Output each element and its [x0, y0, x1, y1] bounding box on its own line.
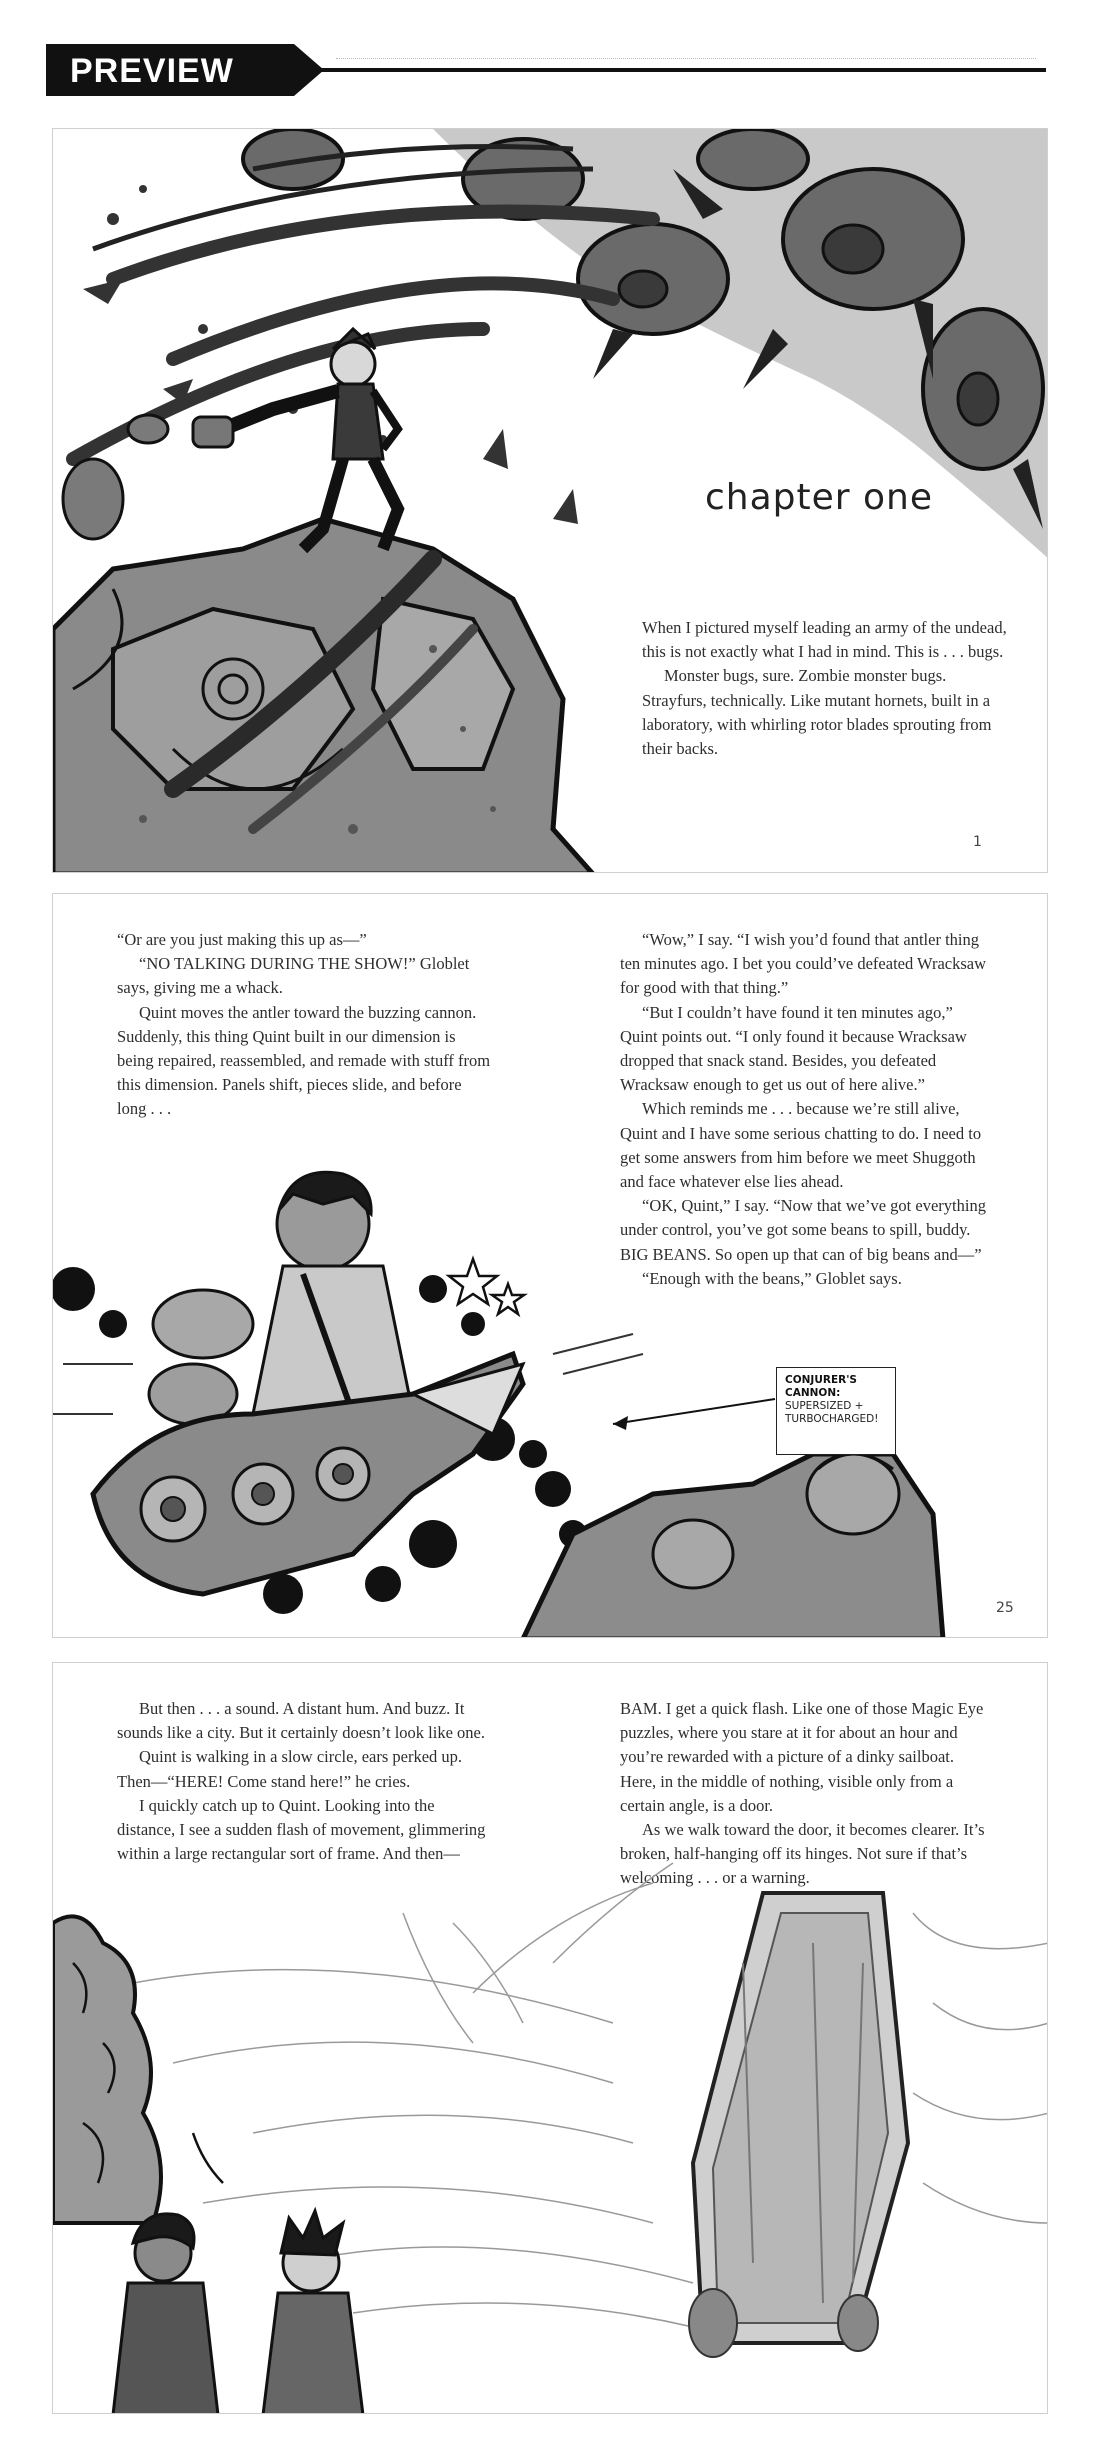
page-1-text — [642, 616, 1014, 761]
paragraph: Monster bugs, sure. Zombie monster bugs. Strayfurs, technically. Like mutant hornets, built in a laboratory, with whirling rotor blades sprouting from their backs. — [642, 666, 992, 759]
paragraph: “But I couldn’t have found it ten minutes ago,” Quint points out. “I only found it because Wracksaw dropped that snack stand. Besides, you defeated Wracksaw enough to get us out of here alive.” — [620, 1002, 967, 1095]
cannon-illustration — [53, 894, 1048, 1638]
banner-rule — [296, 68, 1046, 72]
banner-watermark-line — [336, 58, 1036, 66]
paragraph: Quint is walking in a slow circle, ears perked up. Then—“HERE! Come stand here!” he cries. — [117, 1747, 463, 1791]
preview-label: PREVIEW — [70, 52, 234, 90]
paragraph: Which reminds me . . . because we’re still alive, Quint and I have some serious chatting to do. I need to get some answers from him before we meet Shuggoth and face whatever else lies ahead. — [620, 1099, 982, 1192]
page-number: 1 — [973, 834, 982, 850]
paragraph: As we walk toward the door, it becomes clearer. It’s broken, half-hanging off its hinges. Not sure if that’s welcoming . . . or a warning. — [620, 1820, 985, 1888]
book-page-1 — [52, 128, 1048, 873]
paragraph: “Enough with the beans,” Globlet says. — [642, 1268, 902, 1288]
paragraph: BAM. I get a quick flash. Like one of those Magic Eye puzzles, where you stare at it for about an hour and you’re rewarded with a picture of a dinky sailboat. Here, in the middle of nothing, visible only from a certain angle, is a door. — [620, 1699, 984, 1815]
paragraph: “Wow,” I say. “I wish you’d found that antler thing ten minutes ago. I bet you could’ve defeated Wracksaw for good with that thing.” — [620, 930, 987, 998]
cannon-callout-label — [776, 1367, 896, 1455]
paragraph: “OK, Quint,” I say. “Now that we’ve got everything under control, you’ve got some beans to spill, buddy. BIG BEANS. So open up that can of big beans and—” — [620, 1196, 986, 1264]
chapter-title: chapter one — [705, 477, 934, 518]
paragraph: I quickly catch up to Quint. Looking into the distance, I see a sudden flash of movement, glimmering within a large rectangular sort of frame. And then— — [117, 1795, 486, 1864]
paragraph: But then . . . a sound. A distant hum. And buzz. It sounds like a city. But it certainly doesn’t look like one. — [117, 1699, 485, 1743]
callout-title: CONJURER'S CANNON: — [785, 1374, 857, 1399]
preview-banner — [46, 40, 1046, 100]
callout-subtitle: SUPERSIZED + TURBOCHARGED! — [785, 1400, 879, 1425]
paragraph: Quint moves the antler toward the buzzing cannon. Suddenly, this thing Quint built in our dimension is being repaired, reassembled, and remade with stuff from this dimension. Panels shift, pieces slide, and before long . . . — [117, 1002, 491, 1119]
page-number: 25 — [996, 1600, 1014, 1616]
door-illustration — [53, 1663, 1048, 2414]
paragraph: “Or are you just making this up as—” — [117, 930, 367, 949]
book-page-3 — [52, 1662, 1048, 2414]
preview-tag — [46, 44, 294, 96]
paragraph: When I pictured myself leading an army of the undead, this is not exactly what I had in mind. This is . . . bugs. — [642, 618, 1007, 662]
book-page-2 — [52, 893, 1048, 1638]
paragraph: “NO TALKING DURING THE SHOW!” Globlet says, giving me a whack. — [117, 954, 470, 998]
